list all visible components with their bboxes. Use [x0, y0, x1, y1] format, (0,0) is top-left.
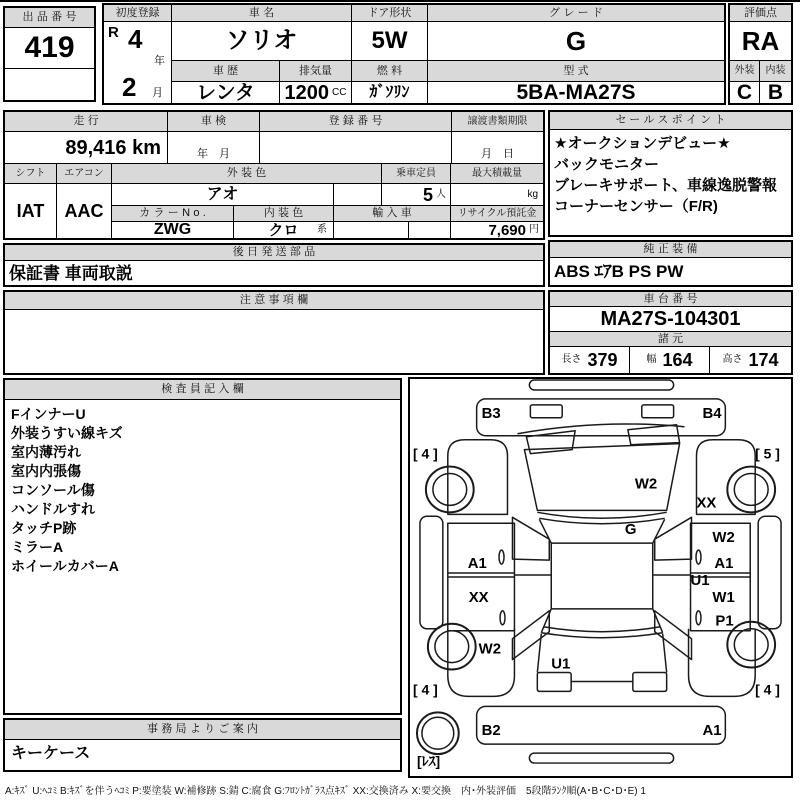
damage-code-front-glass: G — [624, 521, 637, 539]
height-cell — [710, 347, 791, 373]
chassis-panel — [548, 290, 793, 375]
damage-code-left-front-door: A1 — [467, 555, 487, 573]
mileage-value: 89,416 km — [5, 132, 168, 164]
notes-label: 注意事項欄 — [5, 292, 543, 310]
interior-color-value: クロ — [268, 222, 299, 238]
inspector-note-item: コンソール傷 — [11, 482, 95, 498]
damage-code-rear-bumper-left: B2 — [481, 722, 501, 740]
oem-equipment-panel — [548, 240, 793, 287]
transfer-deadline-value: 月 日 — [452, 132, 543, 164]
spare-tire — [417, 712, 459, 754]
rear-left-rim — [435, 631, 469, 663]
sales-point-line: コーナーセンサー（F/R) — [554, 198, 718, 215]
import-label: 輸入車 — [334, 206, 451, 222]
damage-code-front-bumper-left: B3 — [481, 404, 501, 422]
front-left-rim — [433, 474, 467, 506]
interior-color-label: 内装色 — [234, 206, 334, 222]
spare-tire-label: [ﾚｽ] — [416, 753, 441, 770]
chassis-number-label: 車台番号 — [550, 292, 791, 307]
max-load-unit: kg — [527, 188, 538, 200]
office-info-panel — [3, 718, 402, 772]
roof-shape — [551, 543, 652, 609]
spare-tire-rim — [422, 717, 454, 749]
specs-label: 諸元 — [550, 332, 791, 347]
damage-code-windshield: W2 — [634, 475, 658, 493]
damage-code-rear-bumper-right: A1 — [702, 722, 722, 740]
notes-panel — [3, 290, 545, 375]
first-registration-label: 初度登録 — [104, 5, 172, 22]
inspection-value: 年 月 — [168, 132, 260, 164]
model-code-value: 5BA-MA27S — [516, 82, 636, 103]
inspector-note-item: ホイールカバーA — [11, 558, 119, 574]
inspector-notes-panel — [3, 378, 402, 715]
notes-value — [5, 310, 543, 373]
inspector-notes-list — [11, 405, 391, 576]
rear-right-fender — [689, 629, 756, 697]
capacity-value: 5 — [422, 184, 433, 205]
shift-value: IAT — [5, 184, 57, 238]
grade-value: G — [428, 22, 724, 61]
capacity-cell — [382, 184, 451, 206]
right-rear-door-handle — [696, 611, 701, 625]
inspector-note-item: 外装うすい線キズ — [11, 425, 123, 441]
vehicle-header-panel — [102, 3, 726, 105]
right-sill — [758, 516, 781, 628]
tire-rank-front-left: [ 4 ] — [412, 445, 438, 462]
inspector-note-item: FインナーU — [11, 406, 86, 422]
color-no-value: ZWG — [112, 222, 234, 238]
door-shape-label: ドア形状 — [352, 5, 428, 22]
damage-code-left-rear-door: XX — [468, 588, 489, 606]
car-name-value: ソリオ — [172, 22, 352, 61]
front-strip — [529, 380, 673, 390]
sales-points-list — [554, 133, 787, 217]
shift-label: シフト — [5, 164, 57, 184]
cowl-line — [517, 424, 684, 434]
inspector-note-item: タッチP跡 — [11, 520, 77, 536]
recycle-deposit-unit: 円 — [529, 224, 539, 235]
damage-code-legend: A:ｷｽﾞ U:ﾍｺﾐ B:ｷｽﾞを伴うﾍｺﾐ P:要塗装 W:補修跡 S:錆 C:腐食 G:ﾌﾛﾝﾄｶﾞﾗｽ点ｷｽﾞ XX:交換済み X:要交換 内･外装評価 5段階ﾗﾝｸ順(A･B･C･D･E) 1 — [5, 786, 646, 797]
width-value: 164 — [662, 350, 693, 370]
ac-value: AAC — [57, 184, 112, 238]
recycle-deposit-label: リサイクル預託金 — [451, 206, 543, 222]
sales-points-label: セールスポイント — [550, 112, 791, 130]
left-sill — [420, 516, 443, 628]
taillight-right — [633, 673, 667, 692]
inspector-note-item: ミラーA — [11, 539, 64, 555]
headlight-right — [642, 405, 674, 418]
sales-point-line: ★オークションデビュー★ — [554, 135, 731, 152]
car-damage-diagram — [410, 379, 791, 776]
capacity-label: 乗車定員 — [382, 164, 451, 184]
interior-grade-label: 内装 — [760, 61, 791, 82]
damage-code-tailgate: U1 — [551, 655, 571, 673]
fuel-value: ｶﾞｿﾘﾝ — [352, 82, 428, 103]
tire-rank-rear-left: [ 4 ] — [412, 681, 438, 698]
office-info-value: キーケース — [11, 745, 91, 762]
inspector-note-item: 室内内張傷 — [11, 463, 81, 479]
transfer-deadline-label: 譲渡書類期限 — [452, 112, 543, 132]
shipping-parts-panel — [3, 243, 545, 287]
damage-code-right-quarter: P1 — [715, 612, 734, 630]
office-info-label: 事務局よりご案内 — [5, 720, 400, 740]
headlight-left — [530, 405, 562, 418]
import-sub-cell — [409, 222, 451, 238]
mileage-label: 走行 — [5, 112, 168, 132]
interior-color-cell — [234, 222, 334, 238]
front-right-pillar-band — [655, 517, 692, 560]
reg-month-unit: 月 — [152, 87, 163, 99]
front-right-rim — [734, 474, 768, 506]
rear-glass-lines — [541, 627, 662, 638]
height-value: 174 — [748, 350, 779, 370]
right-front-door-handle — [696, 550, 701, 564]
import-value-cell — [334, 222, 409, 238]
cowl-vent-right — [628, 425, 680, 445]
damage-code-front-bumper-right: B4 — [702, 404, 722, 422]
model-code-label: 型式 — [428, 61, 724, 82]
rear-right-rim — [734, 629, 768, 661]
registration-number-value — [260, 132, 452, 164]
sales-point-line: ブレーキサポート、車線逸脱警報 — [554, 177, 778, 194]
exterior-color-label: 外装色 — [112, 164, 382, 184]
score-label: 評価点 — [730, 5, 791, 22]
first-registration-cell — [104, 22, 172, 103]
tire-rank-rear-right: [ 4 ] — [755, 681, 780, 698]
shipping-parts-label: 後日発送部品 — [5, 245, 543, 261]
capacity-unit: 人 — [436, 188, 446, 200]
length-label: 長さ — [561, 354, 582, 365]
history-value: レンタ — [172, 82, 280, 103]
registration-number-label: 登録番号 — [260, 112, 452, 132]
reg-month-value: 2 — [122, 72, 137, 102]
rear-strip — [529, 753, 673, 763]
exterior-color-value: アオ — [112, 184, 334, 206]
height-label: 高さ — [722, 354, 743, 365]
left-door-lines — [448, 573, 551, 577]
damage-code-front-right-fender: XX — [696, 494, 717, 512]
interior-color-suffix: 系 — [317, 224, 327, 235]
car-name-label: 車名 — [172, 5, 352, 22]
damage-code-right-rear-door: W1 — [712, 588, 735, 606]
reg-year-unit: 年 — [154, 55, 165, 67]
cowl-vent-left — [526, 431, 575, 454]
displacement-label: 排気量 — [280, 61, 352, 82]
width-cell — [630, 347, 710, 373]
inspection-label: 車検 — [168, 112, 260, 132]
length-cell — [550, 347, 630, 373]
score-panel — [728, 3, 793, 105]
inspector-note-item: 室内薄汚れ — [11, 444, 81, 460]
exterior-grade-value: C — [730, 82, 760, 103]
exterior-color-sub-cell — [334, 184, 382, 206]
width-label: 幅 — [646, 354, 657, 365]
history-label: 車歴 — [172, 61, 280, 82]
length-value: 379 — [587, 350, 618, 370]
door-shape-value: 5W — [352, 22, 428, 61]
front-bumper — [477, 399, 726, 436]
grade-label: グレード — [428, 5, 724, 22]
sales-points-panel — [548, 110, 793, 237]
front-left-fender — [448, 440, 508, 515]
left-front-door-handle — [499, 550, 504, 564]
left-rear-door-handle — [500, 611, 505, 625]
auction-number-label: 出品番号 — [5, 8, 94, 28]
oem-equipment-value: ABS ｴｱB PS PW — [554, 262, 684, 281]
recycle-deposit-cell — [451, 222, 543, 238]
damage-code-right-front-fender: W2 — [712, 529, 735, 547]
damage-code-right-center: U1 — [690, 571, 710, 589]
score-value: RA — [730, 22, 791, 61]
front-left-pillar-band — [512, 517, 549, 560]
auction-number-value: 419 — [5, 28, 94, 69]
inspector-notes-label: 検査員記入欄 — [5, 380, 400, 400]
hood-edge-lines — [537, 512, 666, 523]
damage-code-left-quarter: W2 — [478, 640, 501, 658]
color-no-label: カラーNo. — [112, 206, 234, 222]
reg-year-value: 4 — [128, 24, 143, 54]
recycle-deposit-value: 7,690 — [488, 222, 526, 238]
ac-label: エアコン — [57, 164, 112, 184]
rear-left-fender — [448, 629, 515, 697]
rear-right-pillar-band — [655, 611, 692, 660]
sales-point-line: バックモニター — [554, 156, 660, 173]
damage-code-right-front-door: A1 — [714, 555, 734, 573]
displacement-unit: CC — [332, 86, 347, 98]
fuel-label: 燃料 — [352, 61, 428, 82]
chassis-number-value: MA27S-104301 — [550, 307, 791, 332]
hood-sides — [539, 519, 664, 543]
max-load-label: 最大積載量 — [451, 164, 543, 184]
rear-bumper — [477, 706, 726, 744]
oem-equipment-label: 純正装備 — [550, 242, 791, 258]
rear-left-pillar-band — [512, 611, 549, 660]
auction-number-panel — [3, 6, 96, 102]
displacement-value: 1200 — [284, 82, 330, 103]
taillight-left — [537, 673, 571, 692]
displacement-cell — [280, 82, 352, 103]
inspector-note-item: ハンドルすれ — [11, 501, 95, 517]
damage-diagram-panel — [408, 377, 793, 778]
tire-rank-front-right: [ 5 ] — [755, 445, 780, 462]
shipping-parts-value: 保証書 車両取説 — [9, 263, 133, 283]
exterior-grade-label: 外装 — [730, 61, 760, 82]
max-load-cell — [451, 184, 543, 206]
status-panel — [3, 110, 545, 240]
interior-grade-value: B — [767, 82, 784, 103]
page-top-border — [0, 0, 800, 2]
auction-number-empty-cell — [5, 69, 94, 100]
era-value: R — [108, 24, 119, 41]
